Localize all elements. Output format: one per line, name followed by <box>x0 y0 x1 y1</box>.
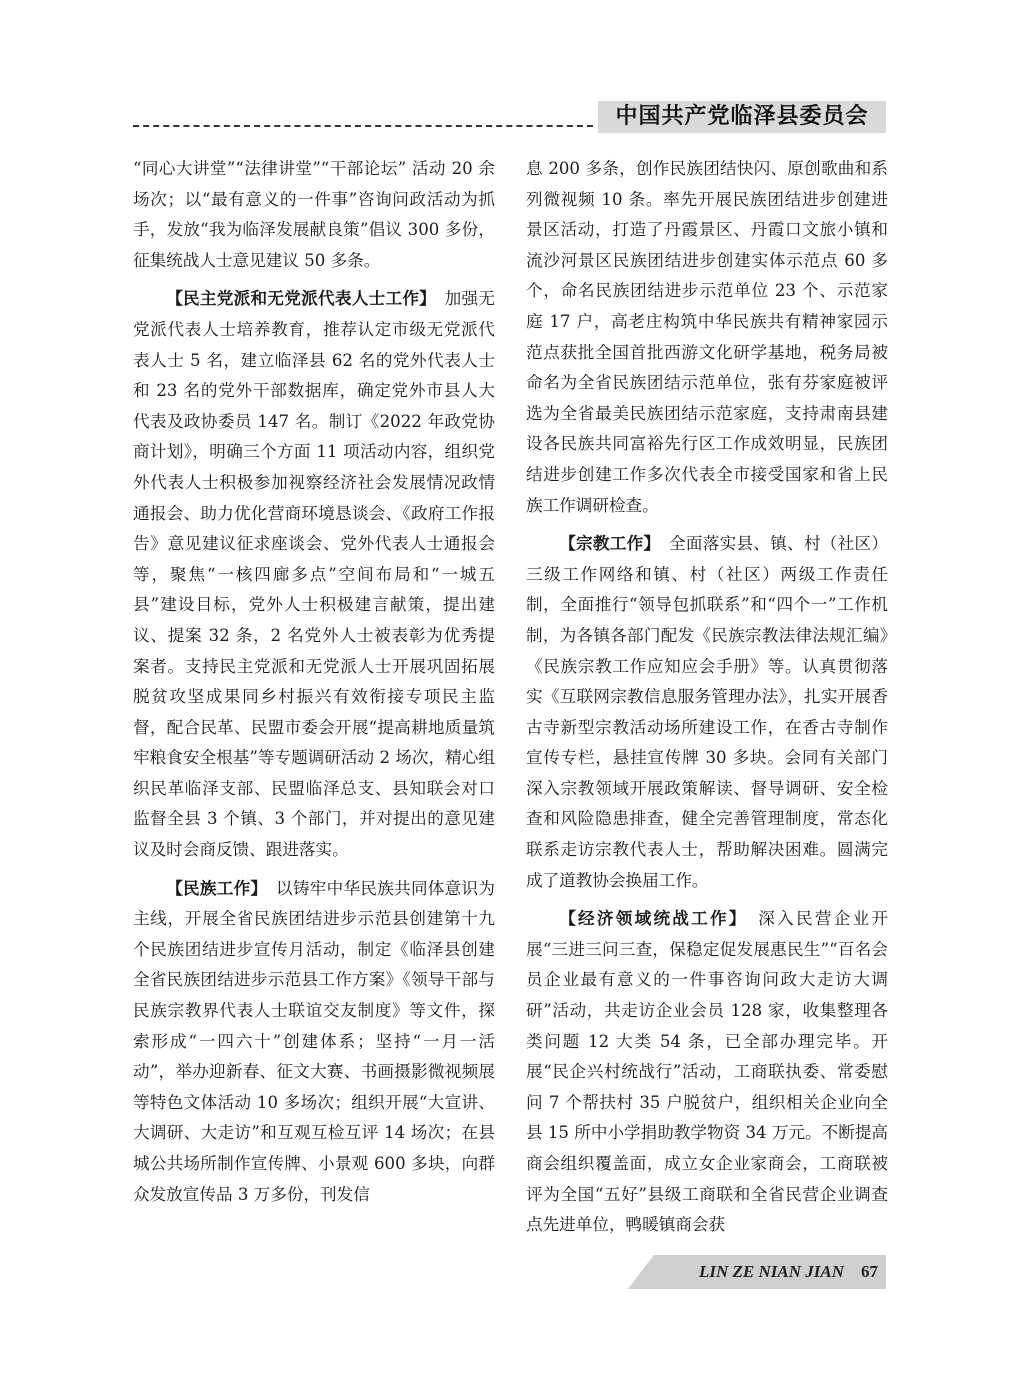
left-column <box>133 154 495 1218</box>
section-body: 全面落实县、镇、村（社区）三级工作网络和镇、村（社区）两级工作责任制，全面推行“领导包抓联系”和“四个一”工作机制，为各镇各部门配发《民族宗教法律法规汇编》《民族宗教工作应知应会手册》等。认真贯彻落实《互联网宗教信息服务管理办法》，扎实开展香古寺新型宗教活动场所建设工作，在香古寺制作宣传专栏，悬挂宣传牌 30 多块。会同有关部门深入宗教领域开展政策解读、督导调研、安全检查和风险隐患排查，健全完善管理制度，常态化联系走访宗教代表人士，帮助解决困难。圆满完成了道教协会换届工作。 <box>526 534 889 890</box>
section-economic-united-front <box>526 904 888 1241</box>
running-header-title: 中国共产党临泽县委员会 <box>598 101 886 133</box>
section-body: 以铸牢中华民族共同体意识为主线，开展全省民族团结进步示范县创建第十九个民族团结进步宣传月活动，制定《临泽县创建全省民族团结进步示范县工作方案》《领导干部与民族宗教界代表人士联谊交友制度》等文件，探索形成“一四六十”创建体系；坚持“一月一活动”，举办迎新春、征文大赛、书画摄影微视频展等特色文体活动 10 多场次；组织开展“大宣讲、大调研、大走访”和互观互检互评 14 场次；在县城公共场所制作宣传牌、小景观 600 多块，向群众发放宣传品 3 万多份，刊发信 <box>133 878 496 1204</box>
section-title: 【民族工作】 <box>166 878 260 898</box>
section-title: 【民主党派和无党派代表人士工作】 <box>166 289 428 309</box>
section-democratic-parties <box>133 284 495 865</box>
section-religious-work <box>526 529 888 896</box>
section-body: 深入民营企业开展“三进三问三查，保稳定促发展惠民生”“百名会员企业最有意义的一件事咨询问政大走访大调研”活动，共走访企业会员 128 家，收集整理各类问题 12 大类 54 条，已全部办理完毕。开展“民企兴村统战行”活动，工商联执委、常委慰问 7 个帮扶村 35 户脱贫户，组织相关企业向全县 15 所中小学捐助教学物资 34 万元。不断提高商会组织覆盖面，成立女企业家商会，工商联被评为全国“五好”县级工商联和全省民营企业调查点先进单位，鸭暖镇商会获 <box>526 909 889 1235</box>
page-footer <box>628 1255 886 1289</box>
paragraph-continuation: “同心大讲堂”“法律讲堂”“干部论坛” 活动 20 余场次；以“最有意义的一件事”咨询问政活动为抓手，发放“我为临泽发展献良策”倡议 300 多份，征集统战人士意见建议 50 多条。 <box>133 159 495 270</box>
section-ethnic-work <box>133 874 495 1211</box>
footer-label: LIN ZE NIAN JIAN <box>699 1262 844 1281</box>
right-column <box>526 154 888 1249</box>
section-title: 【经济领域统战工作】 <box>559 909 740 929</box>
section-title: 【宗教工作】 <box>559 534 653 554</box>
paragraph-continuation: 息 200 多条，创作民族团结快闪、原创歌曲和系列微视频 10 条。率先开展民族团结进步创建进景区活动，打造了丹霞景区、丹霞口文旅小镇和流沙河景区民族团结进步创建实体示范点 60 多个，命名民族团结进步示范单位 23 个、示范家庭 17 户，高老庄构筑中华民族共有精神家园示范点获批全国首批西游文化研学基地，税务局被命名为全省民族团结示范单位，张有芬家庭被评选为全省最美民族团结示范家庭，支持肃南县建设各民族共同富裕先行区工作成效明显，民族团结进步创建工作多次代表全市接受国家和省上民族工作调研检查。 <box>526 159 888 515</box>
page-number: 67 <box>861 1262 878 1281</box>
section-body: 加强无党派代表人士培养教育，推荐认定市级无党派代表人士 5 名，建立临泽县 62 名的党外代表人士和 23 名的党外干部数据库，确定党外市县人大代表及政协委员 147 名。制订《2022 年政党协商计划》，明确三个方面 11 项活动内容，组织党外代表人士积极参加视察经济社会发展情况政情通报会、助力优化营商环境恳谈会、《政府工作报告》意见建议征求座谈会、党外代表人士通报会等，聚焦“一核四廊多点”空间布局和“一城五县”建设目标，党外人士积极建言献策，提出建议、提案 32 条，2 名党外人士被表彰为优秀提案者。支持民主党派和无党派人士开展巩固拓展脱贫攻坚成果同乡村振兴有效衔接专项民主监督，配合民革、民盟市委会开展“提高耕地质量筑牢粮食安全根基”等专题调研活动 2 场次，精心组织民革临泽支部、民盟临泽总支、县知联会对口监督全县 3 个镇、3 个部门，并对提出的意见建议及时会商反馈、跟进落实。 <box>133 289 496 860</box>
header-dashed-rule <box>133 125 593 127</box>
